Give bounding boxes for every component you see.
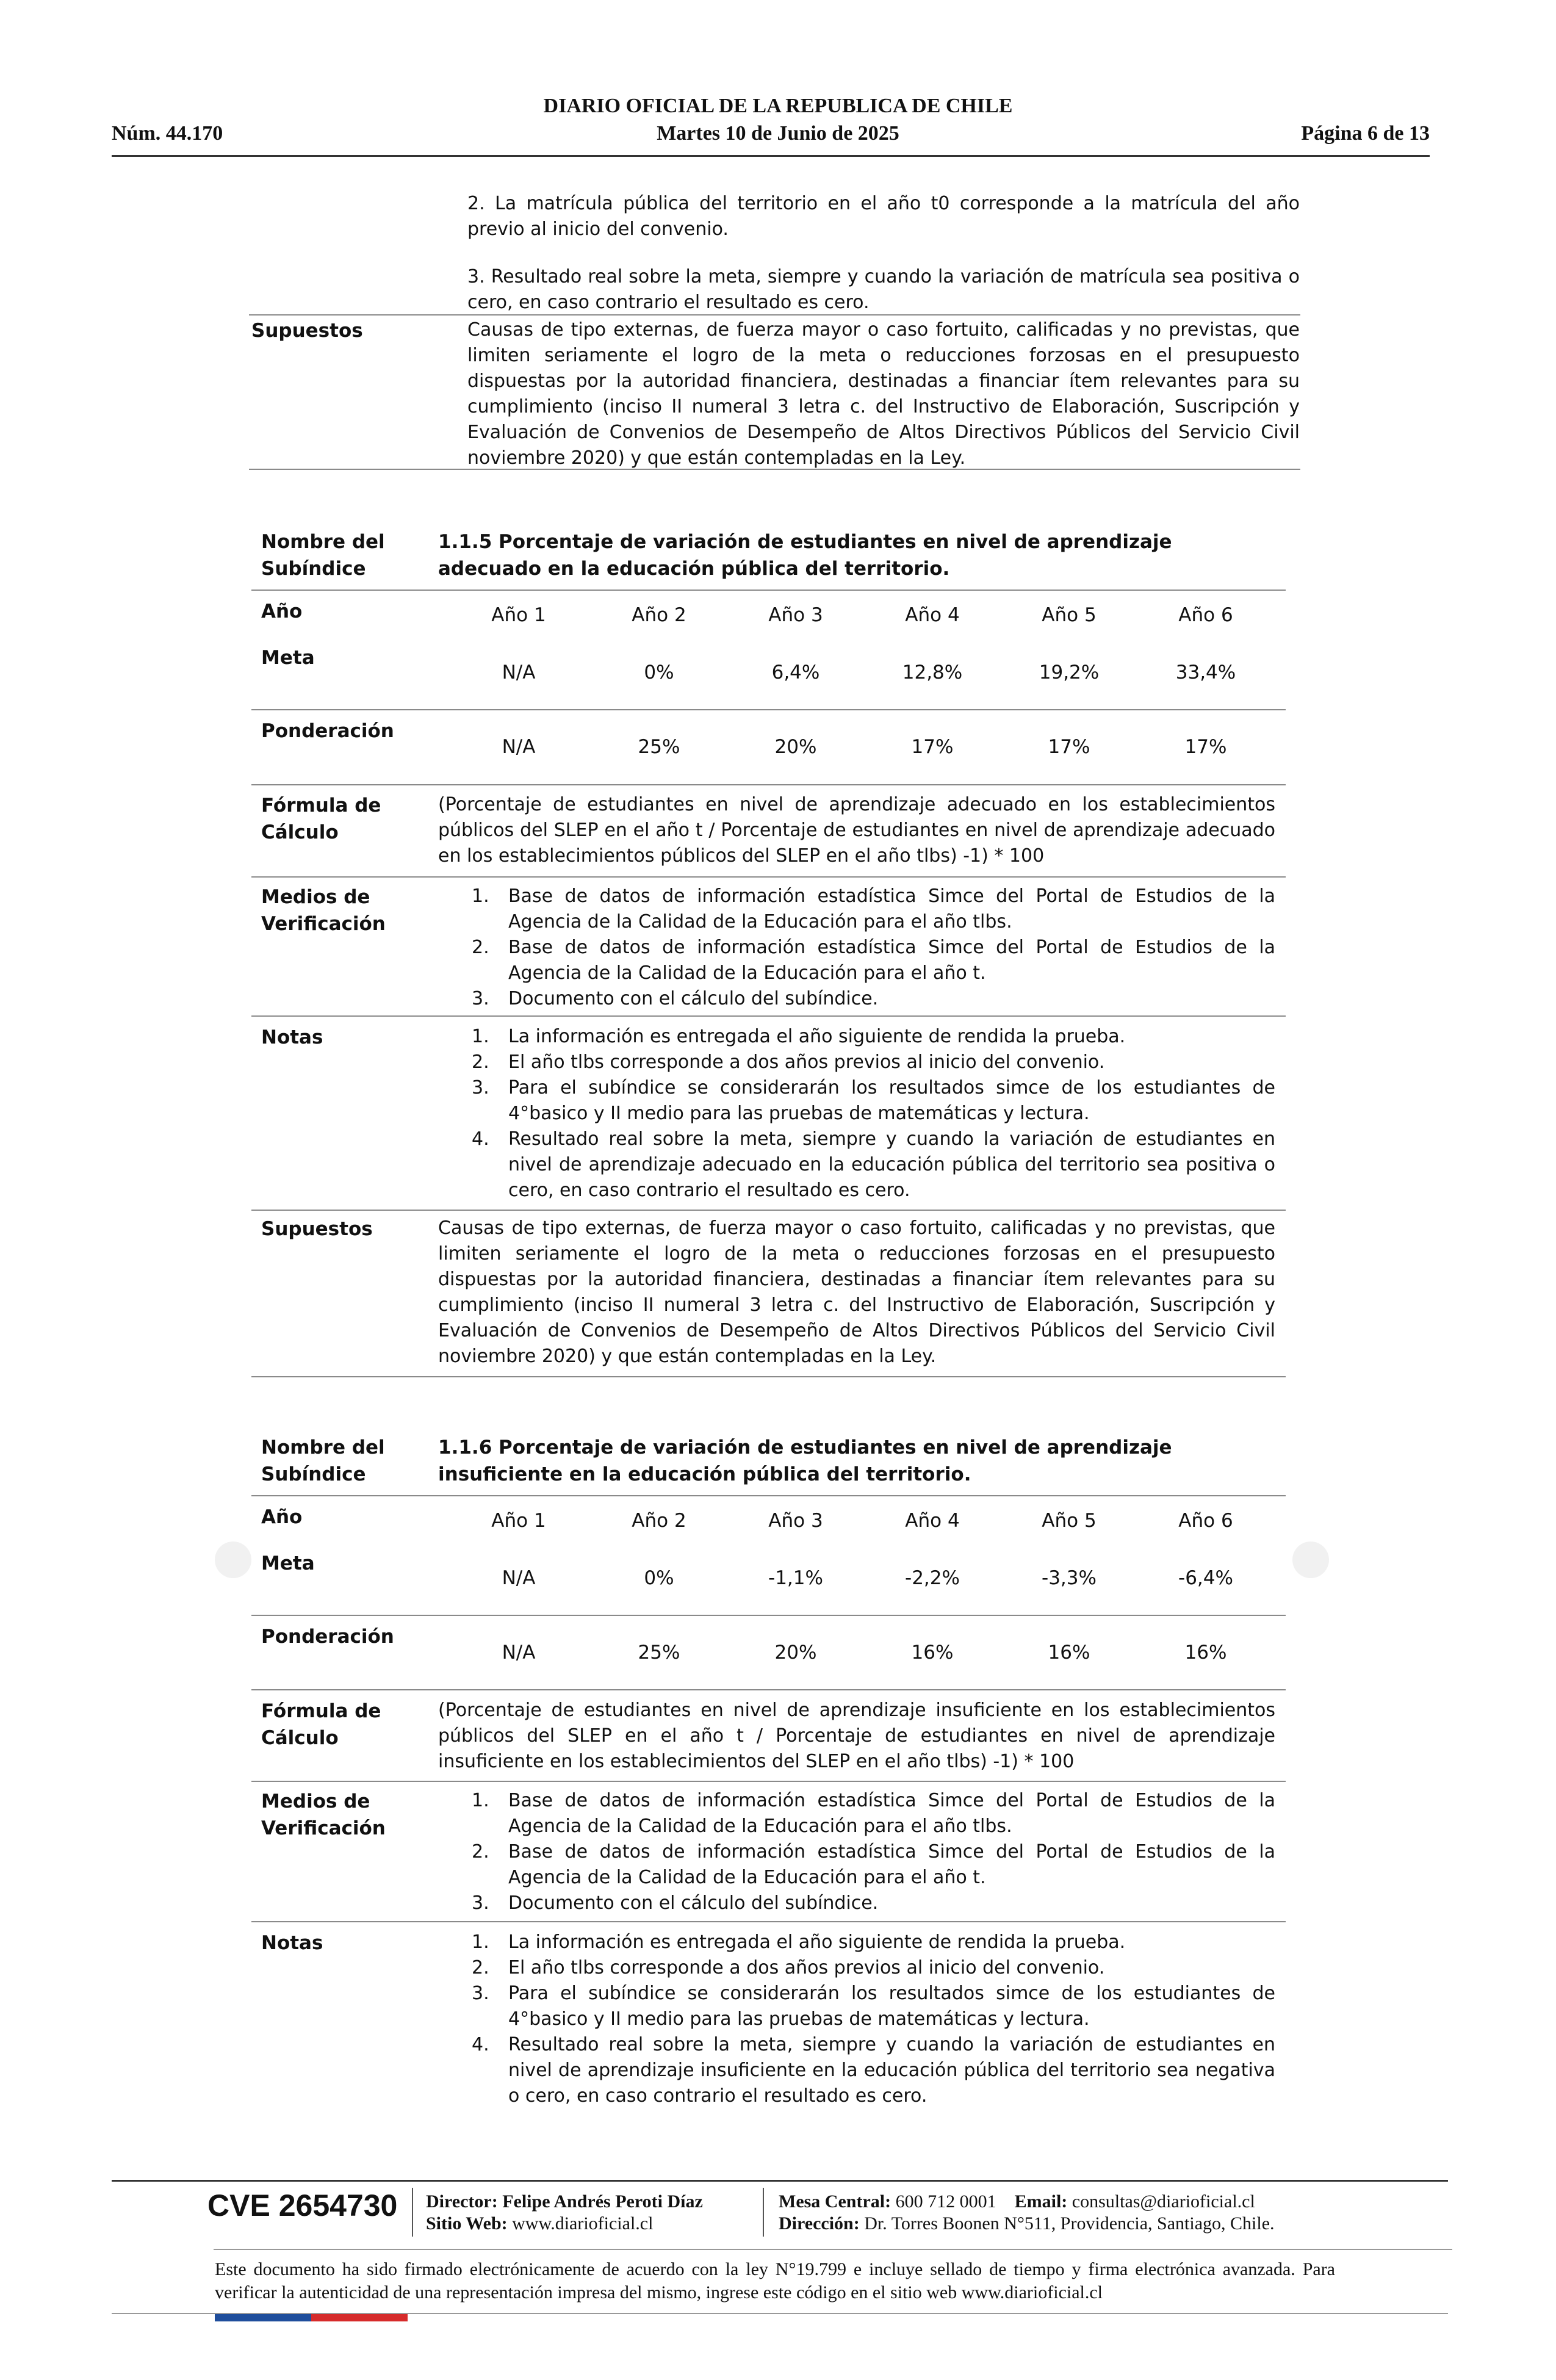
cve-code: CVE 2654730: [207, 2188, 398, 2223]
meta-cell: -3,3%: [1042, 1567, 1097, 1589]
list-item: 1. Base de datos de información estadística Simce del Portal de Estudios de la Agencia de la Calidad de la Educación para el año tlbs.: [472, 885, 1275, 932]
meta-cell: N/A: [502, 1567, 536, 1589]
row-divider: [249, 469, 1300, 470]
meta-cell: 0%: [644, 662, 674, 683]
supuestos-label: Supuestos: [251, 320, 363, 342]
row-divider: [251, 590, 1286, 591]
row-divider: [251, 1615, 1286, 1616]
list-item: 2. Base de datos de información estadística Simce del Portal de Estudios de la Agencia de la Calidad de la Educación para el año t.: [472, 937, 1275, 984]
publication-title: DIARIO OFICIAL DE LA REPUBLICA DE CHILE: [543, 95, 1013, 117]
meta-cell: -6,4%: [1178, 1567, 1233, 1589]
formula-text-115: (Porcentaje de estudiantes en nivel de aprendizaje adecuado en los establecimientos públicos del SLEP en el año t / Porcentaje de estudiantes en nivel de aprendizaje adecuado en los establecimientos públicos del SLEP en el año tlbs) -1) * 100: [438, 794, 1275, 867]
ponderacion-cell: 20%: [774, 736, 817, 758]
year-cell: Año 5: [1042, 1510, 1097, 1532]
row-divider: [251, 1921, 1286, 1922]
list-item: 3. Para el subíndice se considerarán los resultados simce de los estudiantes de 4°basico y II medio para las pruebas de matemáticas y lectura.: [472, 1077, 1275, 1124]
meta-cell: 33,4%: [1175, 662, 1236, 683]
ponderacion-cell: 17%: [1184, 736, 1227, 758]
nombre-label: Nombre del Subíndice: [261, 1437, 385, 1485]
footer-rule: [112, 2180, 1448, 2182]
anio-label: Año: [261, 1506, 303, 1528]
ponderacion-cell: 25%: [638, 736, 680, 758]
meta-label: Meta: [261, 647, 315, 669]
meta-cell: -1,1%: [768, 1567, 823, 1589]
notas-list-116: [438, 1930, 1275, 2109]
row-divider: [251, 1495, 1286, 1496]
publication-date: Martes 10 de Junio de 2025: [657, 122, 899, 145]
year-cell: Año 3: [768, 1510, 823, 1532]
year-cell: Año 2: [632, 1510, 686, 1532]
meta-label: Meta: [261, 1552, 315, 1574]
ponderacion-cell: N/A: [502, 1642, 536, 1664]
list-item: 2. El año tlbs corresponde a dos años previos al inicio del convenio.: [472, 1957, 1105, 1978]
subindice-title-115: 1.1.5 Porcentaje de variación de estudiantes en nivel de aprendizaje adecuado en la educación pública del territorio.: [438, 531, 1172, 580]
medios-label: Medios de Verificación: [261, 886, 386, 935]
supuestos-text-115: Causas de tipo externas, de fuerza mayor o caso fortuito, calificadas y no previstas, que limiten seriamente el logro de la meta o reducciones forzosas en el presupuesto dispuestas por la autoridad financiera, destinadas a financiar ítem relevantes para su cumplimiento (inciso II numeral 3 letra c. del Instructivo de Elaboración, Suscripción y Evaluación de Convenios de Desempeño de Altos Directivos Públicos del Servicio Civil noviembre 2020) y que están contempladas en la Ley.: [438, 1217, 1275, 1367]
supuestos-label: Supuestos: [261, 1218, 373, 1240]
row-divider: [251, 1781, 1286, 1782]
row-divider: [251, 1210, 1286, 1211]
year-cell: Año 2: [632, 604, 686, 626]
ponderacion-cell: N/A: [502, 736, 536, 758]
page-number: Página 6 de 13: [1301, 122, 1430, 145]
ponderacion-cell: 16%: [1048, 1642, 1090, 1664]
row-divider: [249, 314, 1300, 316]
formula-label: Fórmula de Cálculo: [261, 795, 381, 843]
continued-item-3: 3. Resultado real sobre la meta, siempre y cuando la variación de matrícula sea positiva o cero, en caso contrario el resultado es cero.: [467, 266, 1300, 313]
issue-number: Núm. 44.170: [112, 122, 223, 145]
formula-text-116: (Porcentaje de estudiantes en nivel de aprendizaje insuficiente en los establecimientos públicos del SLEP en el año t / Porcentaje de estudiantes en nivel de aprendizaje insuficiente en los establecimientos del SLEP en el año tlbs) -1) * 100: [438, 1700, 1275, 1772]
list-item: 1. La información es entregada el año siguiente de rendida la prueba.: [472, 1026, 1126, 1047]
list-item: 3. Documento con el cálculo del subíndice.: [472, 1892, 879, 1914]
row-divider: [251, 1015, 1286, 1017]
year-cell: Año 6: [1178, 604, 1233, 626]
list-item: 1. La información es entregada el año siguiente de rendida la prueba.: [472, 1931, 1126, 1953]
supuestos-text: Causas de tipo externas, de fuerza mayor o caso fortuito, calificadas y no previstas, que limiten seriamente el logro de la meta o reducciones forzosas en el presupuesto dispuestas por la autoridad financiera, destinadas a financiar ítem relevantes para su cumplimiento (inciso II numeral 3 letra c. del Instructivo de Elaboración, Suscripción y Evaluación de Convenios de Desempeño de Altos Directivos Públicos del Servicio Civil noviembre 2020) y que están contempladas en la Ley.: [467, 319, 1300, 469]
footer-rule-thin: [214, 2249, 1452, 2250]
year-cell: Año 6: [1178, 1510, 1233, 1532]
anio-label: Año: [261, 600, 303, 622]
meta-cell: -2,2%: [905, 1567, 960, 1589]
ponderacion-cell: 17%: [1048, 736, 1090, 758]
list-item: 4. Resultado real sobre la meta, siempre y cuando la variación de estudiantes en nivel de aprendizaje insuficiente en la educación pública del territorio sea negativa o cero, en caso contrario el resultado es cero.: [472, 2034, 1275, 2107]
year-cell: Año 3: [768, 604, 823, 626]
row-divider: [251, 709, 1286, 710]
meta-cell: N/A: [502, 662, 536, 683]
year-cell: Año 1: [491, 1510, 546, 1532]
notas-list-115: [438, 1024, 1275, 1203]
header-rule: [112, 155, 1430, 157]
year-cell: Año 5: [1042, 604, 1097, 626]
row-divider: [251, 1376, 1286, 1377]
notas-label: Notas: [261, 1932, 323, 1954]
ponderacion-cell: 16%: [1184, 1642, 1227, 1664]
year-cell: Año 4: [905, 604, 960, 626]
scan-mark: [215, 1542, 251, 1578]
notas-label: Notas: [261, 1026, 323, 1048]
list-item: 2. Base de datos de información estadística Simce del Portal de Estudios de la Agencia de la Calidad de la Educación para el año t.: [472, 1841, 1275, 1888]
row-divider: [251, 876, 1286, 878]
list-item: 3. Documento con el cálculo del subíndice.: [472, 988, 879, 1009]
footer-divider: [412, 2188, 413, 2237]
medios-list-116: [438, 1788, 1275, 1916]
list-item: 1. Base de datos de información estadística Simce del Portal de Estudios de la Agencia de la Calidad de la Educación para el año tlbs.: [472, 1790, 1275, 1837]
footer-contact: Mesa Central: 600 712 0001 Email: consultas@diarioficial.cl Dirección: Dr. Torres Boonen N°511, Providencia, Santiago, Chile.: [779, 2191, 1275, 2234]
list-item: 4. Resultado real sobre la meta, siempre y cuando la variación de estudiantes en nivel de aprendizaje adecuado en la educación pública del territorio sea positiva o cero, en caso contrario el resultado es cero.: [472, 1128, 1275, 1201]
row-divider: [251, 1689, 1286, 1690]
ponderacion-label: Ponderación: [261, 1626, 394, 1648]
year-cell: Año 4: [905, 1510, 960, 1532]
year-cell: Año 1: [491, 604, 546, 626]
ponderacion-cell: 25%: [638, 1642, 680, 1664]
list-item: 2. El año tlbs corresponde a dos años previos al inicio del convenio.: [472, 1051, 1105, 1073]
footer-legal: Este documento ha sido firmado electrónicamente de acuerdo con la ley N°19.799 e incluye sellado de tiempo y firma electrónica avanzada. Para verificar la autenticidad de una representación impresa del mismo, ingrese este código en el sitio web www.diarioficial.cl: [215, 2259, 1335, 2302]
row-divider: [251, 784, 1286, 785]
nombre-label: Nombre del Subíndice: [261, 531, 385, 580]
meta-cell: 19,2%: [1039, 662, 1100, 683]
list-item: 3. Para el subíndice se considerarán los resultados simce de los estudiantes de 4°basico y II medio para las pruebas de matemáticas y lectura.: [472, 1983, 1275, 2030]
meta-cell: 6,4%: [771, 662, 820, 683]
medios-label: Medios de Verificación: [261, 1790, 386, 1839]
footer-divider: [763, 2188, 764, 2237]
flag-stripe-blue: [215, 2314, 311, 2321]
meta-cell: 12,8%: [902, 662, 963, 683]
subindice-title-116: 1.1.6 Porcentaje de variación de estudiantes en nivel de aprendizaje insuficiente en la educación pública del territorio.: [438, 1437, 1172, 1485]
continued-item-2: 2. La matrícula pública del territorio en el año t0 corresponde a la matrícula del año previo al inicio del convenio.: [467, 193, 1300, 240]
ponderacion-cell: 16%: [911, 1642, 954, 1664]
meta-cell: 0%: [644, 1567, 674, 1589]
scan-mark: [1292, 1542, 1329, 1578]
medios-list-115: [438, 884, 1275, 1012]
ponderacion-cell: 20%: [774, 1642, 817, 1664]
footer-director: Director: Felipe Andrés Peroti Díaz Sitio Web: www.diarioficial.cl: [426, 2191, 703, 2234]
ponderacion-cell: 17%: [911, 736, 954, 758]
flag-stripe-red: [311, 2314, 408, 2321]
formula-label: Fórmula de Cálculo: [261, 1700, 381, 1749]
ponderacion-label: Ponderación: [261, 720, 394, 742]
